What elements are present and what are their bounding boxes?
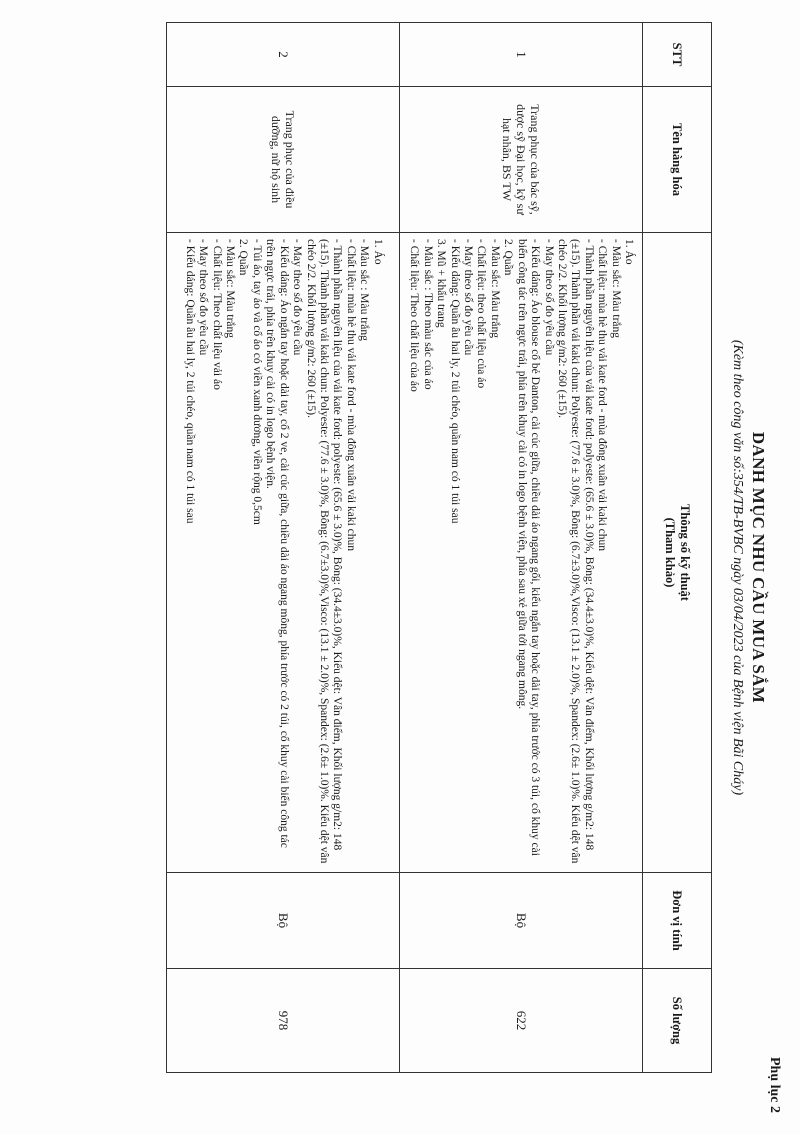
spec-line: 3. Mũ + khẩu trang bbox=[435, 239, 448, 328]
spec-line: - Màu sắc : Theo màu sắc của áo bbox=[421, 239, 434, 390]
spec-line: - May theo số đo yêu cầu bbox=[291, 239, 304, 356]
header-stt: STT bbox=[643, 23, 712, 87]
row-unit: Bộ bbox=[400, 873, 643, 969]
table-header-row bbox=[643, 23, 712, 1073]
spec-line: - Màu sắc: Màu trắng bbox=[609, 239, 622, 338]
row-stt: 1 bbox=[400, 23, 643, 87]
table-row bbox=[167, 23, 400, 1073]
spec-line: - Kiểu dáng: Quần âu hai ly, 2 túi chéo, quần nam có 1 túi sau bbox=[448, 239, 461, 524]
row-name: Trang phục của bác sỹ, dược sỹ Đại học, kỹ sư hạt nhân, BS TW bbox=[400, 87, 643, 233]
row-name: Trang phục của điều dưỡng, nữ hộ sinh bbox=[167, 87, 400, 233]
spec-line: - Thành phần nguyên liệu của vải kate ford: polyeste: (65.6 ± 3.0)%, Bông: (34.4±3.0)%, Kiểu dệt: Vân điểm, Khối lượng g/m2: 148 (±15). Thành phần vải kaki chun: Polyeste: (77.6 ± 3.0)%, Bông: (6.7±3.0)%,Visco: (13.1 ± 2.0)%, Spandex: (2.6± 1.0)%. Kiểu dệt vân chéo 2/2. Khối lượng g/m2: 260 (±15). bbox=[555, 239, 595, 864]
spec-line: 1. Áo bbox=[371, 239, 384, 265]
header-qty: Số lượng bbox=[643, 969, 712, 1073]
spec-line: - Túi áo, tay áo và cổ áo có viền xanh dương, viền rộng 0,5cm bbox=[250, 239, 263, 525]
row-spec bbox=[400, 233, 643, 873]
header-spec-note: (Tham khảo) bbox=[663, 517, 677, 588]
header-spec bbox=[643, 233, 712, 873]
row-stt: 2 bbox=[167, 23, 400, 87]
table-row bbox=[400, 23, 643, 1073]
spec-line: - Kiểu dáng: Áo ngắn tay hoặc dài tay, cổ 2 ve, cài cúc giữa, chiều dài áo ngang mông, phía trước có 2 túi, cổ khuy cài biển công tác trên ngực trái, phía trên khuy cài có in logo bệnh viện. bbox=[264, 239, 290, 848]
spec-line: - Kiểu dáng: Áo blouse cổ bẻ Danton, cài cúc giữa, chiều dài áo ngang gối, kiểu ngắn tay hoặc dài tay, phía trước có 3 túi, cổ khuy cài biển công tác trên ngực trái, phía trên khuy cài có in logo bệnh viện, phía sau xẻ giữa tới ngang mông. bbox=[515, 239, 542, 856]
spec-line: - Màu sắc : Màu trắng bbox=[358, 239, 371, 341]
header-unit: Đơn vị tính bbox=[643, 873, 712, 969]
spec-line: - May theo số đo yêu cầu bbox=[197, 239, 210, 356]
row-spec bbox=[167, 233, 400, 873]
document-subtitle: (Kèm theo công văn số:354/TB-BVBC ngày 03/04/2023 của Bệnh viện Bãi Cháy) bbox=[730, 339, 745, 796]
spec-line: - May theo số đo yêu cầu bbox=[462, 239, 475, 356]
spec-line: 1. Áo bbox=[622, 239, 635, 265]
spec-line: - Chất liệu: Theo chất liệu vải áo bbox=[210, 239, 223, 390]
header-name: Tên hàng hóa bbox=[643, 87, 712, 233]
spec-line: 2. Quần bbox=[237, 239, 250, 276]
spec-line: - Chất liệu: mùa hè thu vải kate ford - mùa đông xuân vải kaki chun bbox=[596, 239, 609, 552]
appendix-label: Phụ lục 2 bbox=[767, 1056, 782, 1113]
spec-line: - Thành phần nguyên liệu của vải kate ford: polyeste: (65.6 ± 3.0)%, Bông: (34.4±3.0)%, Kiểu dệt: Vân điểm, Khối lượng g/m2: 148 (±15). Thành phần vải kaki chun: Polyeste: (77.6 ± 3.0)%, Bông: (6.7±3.0)%,Visco: (13.1 ± 2.0)%, Spandex: (2.6± 1.0)%. Kiểu dệt vân chéo 2/2. Khối lượng g/m2: 260 (±15). bbox=[304, 239, 344, 864]
row-qty: 978 bbox=[167, 969, 400, 1073]
spec-line: - Màu sắc: Màu trắng bbox=[488, 239, 501, 338]
spec-line: - Chất liệu: mùa hè thu vải kate ford - mùa đông xuân vải kaki chun bbox=[344, 239, 357, 552]
spec-line: - Chất liệu: Theo chất liệu của áo bbox=[408, 239, 421, 392]
row-qty: 622 bbox=[400, 969, 643, 1073]
spec-line: - Màu sắc: Màu trắng bbox=[224, 239, 237, 338]
header-spec-title: Thông số kỹ thuật bbox=[678, 504, 692, 601]
spec-line: 2. Quần bbox=[502, 239, 515, 276]
row-unit: Bộ bbox=[167, 873, 400, 969]
spec-line: - Kiểu dáng: Quần âu hai ly, 2 túi chéo, quần nam có 1 túi sau bbox=[183, 239, 196, 524]
document-title: DANH MỤC NHU CẦU MUA SẮM bbox=[749, 431, 768, 704]
procurement-table bbox=[166, 22, 712, 1073]
spec-line: - Chất liệu: theo chất liệu của áo bbox=[475, 239, 488, 389]
spec-line: - May theo số đo yêu cầu bbox=[542, 239, 555, 356]
